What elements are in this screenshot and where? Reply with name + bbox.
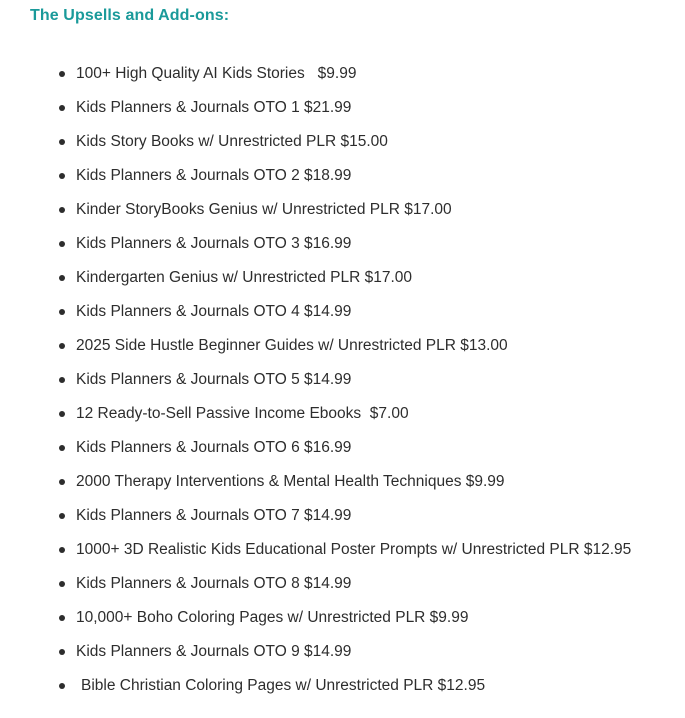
list-item-text: Kinder StoryBooks Genius w/ Unrestricted PLR $17.00 (76, 201, 452, 218)
upsell-list (0, 62, 685, 708)
list-item-text: Kindergarten Genius w/ Unrestricted PLR $17.00 (76, 269, 413, 286)
list-item-text: 10,000+ Boho Coloring Pages w/ Unrestricted PLR $9.99 (76, 609, 469, 626)
bullet-icon (59, 275, 65, 281)
bullet-icon (59, 547, 65, 553)
list-item-text: Kids Planners & Journals OTO 3 $16.99 (76, 235, 352, 252)
list-item (0, 232, 685, 266)
list-item-text: 100+ High Quality AI Kids Stories $9.99 (76, 65, 357, 82)
list-item-text: Kids Planners & Journals OTO 5 $14.99 (76, 371, 352, 388)
list-item (0, 640, 685, 674)
bullet-icon (59, 445, 65, 451)
bullet-icon (59, 173, 65, 179)
bullet-icon (59, 683, 65, 689)
list-item (0, 198, 685, 232)
list-item-text: 1000+ 3D Realistic Kids Educational Poster Prompts w/ Unrestricted PLR $12.95 (76, 541, 632, 558)
bullet-icon (59, 207, 65, 213)
list-item (0, 266, 685, 300)
list-item-text: 2000 Therapy Interventions & Mental Health Techniques $9.99 (76, 473, 505, 490)
bullet-icon (59, 479, 65, 485)
list-item (0, 504, 685, 538)
list-item-text: Kids Planners & Journals OTO 6 $16.99 (76, 439, 352, 456)
list-item (0, 300, 685, 334)
list-item (0, 164, 685, 198)
list-item-text: Bible Christian Coloring Pages w/ Unrestricted PLR $12.95 (81, 677, 486, 694)
list-item (0, 606, 685, 640)
bullet-icon (59, 581, 65, 587)
list-item-text: Kids Planners & Journals OTO 2 $18.99 (76, 167, 352, 184)
bullet-icon (59, 343, 65, 349)
list-item-text: Kids Planners & Journals OTO 9 $14.99 (76, 643, 352, 660)
list-item-text: Kids Planners & Journals OTO 4 $14.99 (76, 303, 352, 320)
bullet-icon (59, 241, 65, 247)
list-item (0, 334, 685, 368)
list-item-text: Kids Planners & Journals OTO 7 $14.99 (76, 507, 352, 524)
list-item-text: 12 Ready-to-Sell Passive Income Ebooks $7.00 (76, 405, 409, 422)
list-item (0, 538, 685, 572)
list-item-text: Kids Planners & Journals OTO 8 $14.99 (76, 575, 352, 592)
list-item (0, 62, 685, 96)
list-item (0, 130, 685, 164)
list-item (0, 402, 685, 436)
list-item (0, 674, 685, 708)
bullet-icon (59, 649, 65, 655)
list-item (0, 470, 685, 504)
bullet-icon (59, 377, 65, 383)
bullet-icon (59, 105, 65, 111)
bullet-icon (59, 513, 65, 519)
section-heading: The Upsells and Add-ons: (30, 7, 230, 24)
bullet-icon (59, 71, 65, 77)
bullet-icon (59, 411, 65, 417)
bullet-icon (59, 309, 65, 315)
list-item (0, 436, 685, 470)
list-item-text: Kids Story Books w/ Unrestricted PLR $15.00 (76, 133, 388, 150)
list-item (0, 368, 685, 402)
bullet-icon (59, 615, 65, 621)
list-item (0, 96, 685, 130)
bullet-icon (59, 139, 65, 145)
list-item-text: Kids Planners & Journals OTO 1 $21.99 (76, 99, 352, 116)
list-item (0, 572, 685, 606)
list-item-text: 2025 Side Hustle Beginner Guides w/ Unrestricted PLR $13.00 (76, 337, 508, 354)
